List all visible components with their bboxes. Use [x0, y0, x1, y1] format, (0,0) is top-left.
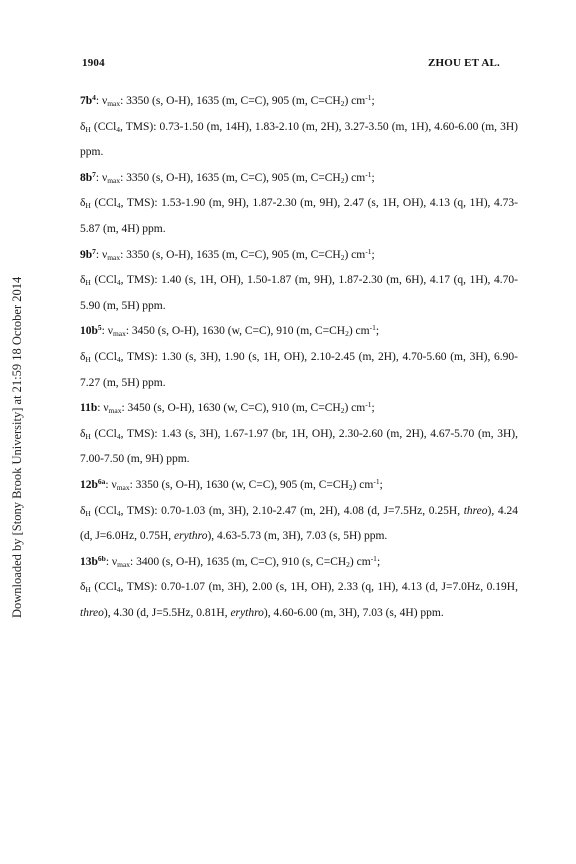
reference-number: 6b	[97, 553, 106, 563]
reference-number: 7	[92, 169, 96, 179]
compound-entry	[80, 319, 518, 396]
nmr-line: $\delta_H$ (CCl$_4$, TMS): 0.70-1.07 (m, 3H), 2.00 (s, 1H, OH), 2.33 (q, 1H), 4.13 (d, J=7.0Hz, 0.19H, threo), 4.30 (d, J=5.5Hz, 0.81H, erythro), 4.60-6.00 (m, 3H), 7.03 (s, 4H) ppm.	[80, 581, 518, 619]
ir-line: $8b^7$: $\nu_{max}$: 3350 (s, O-H), 1635 (m, C=C), 905 (m, $C=CH_2$) $cm^{-1}$;	[80, 169, 375, 185]
compound-entry	[80, 473, 518, 550]
compound-entry	[80, 396, 518, 473]
ir-line: $7b^4$: $\nu_{max}$: 3350 (s, O-H), 1635 (m, C=C), 905 (m, $C=CH_2$) $cm^{-1}$;	[80, 93, 375, 108]
spectral-data-list	[80, 89, 518, 626]
compound-entry	[80, 550, 518, 627]
nmr-line: $\delta_H$ (CCl$_4$, TMS): 1.30 (s, 3H), 1.90 (s, 1H, OH), 2.10-2.45 (m, 2H), 4.70-5.60 (m, 3H), 6.90-7.27 (m, 5H) ppm.	[80, 350, 518, 389]
compound-label: $8b^7$	[80, 169, 96, 184]
running-head: ZHOU ET AL.	[428, 57, 500, 69]
ir-line: $12b^{6a}$: $\nu_{max}$: 3350 (s, O-H), 1630 (w, C=C), 905 (m, $C=CH_2$) $cm^{-1}$;	[80, 476, 383, 492]
nmr-line: $\delta_H$ (CCl$_4$, TMS): 1.53-1.90 (m, 9H), 1.87-2.30 (m, 9H), 2.47 (s, 1H, OH), 4.13 (q, 1H), 4.73-5.87 (m, 4H) ppm.	[80, 197, 518, 235]
ir-line: $9b^7$: $\nu_{max}$: 3350 (s, O-H), 1635 (m, C=C), 905 (m, $C=CH_2$) $cm^{-1}$;	[80, 246, 375, 262]
download-notice: Downloaded by [Stony Brook University] at 21:59 18 October 2014	[10, 276, 24, 618]
ir-line: 11b: $\nu_{max}$: 3450 (s, O-H), 1630 (w, C=C), 910 (m, $C=CH_2$) $cm^{-1}$;	[80, 400, 375, 416]
reference-number: 4	[92, 93, 96, 102]
nmr-line: $\delta_H$ (CCl$_4$, TMS): 0.73-1.50 (m, 14H), 1.83-2.10 (m, 2H), 3.27-3.50 (m, 1H), 4.60-6.00 (m, 3H) ppm.	[80, 120, 518, 159]
compound-label: $13b^{6b}$	[80, 553, 106, 568]
compound-entry	[80, 89, 518, 166]
compound-label: $10b^5$	[80, 323, 102, 338]
reference-number: 7	[92, 246, 96, 256]
compound-label: $12b^{6a}$	[80, 476, 106, 491]
compound-label: $9b^7$	[80, 246, 96, 261]
page-number: 1904	[82, 57, 105, 69]
nmr-line: $\delta_H$ (CCl$_4$, TMS): 1.43 (s, 3H), 1.67-1.97 (br, 1H, OH), 2.30-2.60 (m, 2H), 4.67-5.70 (m, 3H), 7.00-7.50 (m, 9H) ppm.	[80, 427, 518, 466]
nmr-line: $\delta_H$ (CCl$_4$, TMS): 0.70-1.03 (m, 3H), 2.10-2.47 (m, 2H), 4.08 (d, J=7.5Hz, 0.25H, threo), 4.24 (d, J=6.0Hz, 0.75H, erythro), 4.63-5.73 (m, 3H), 7.03 (s, 5H) ppm.	[80, 504, 518, 543]
compound-entry	[80, 166, 518, 243]
reference-number: 5	[97, 323, 102, 333]
ir-line: $13b^{6b}$: $\nu_{max}$: 3400 (s, O-H), 1635 (m, C=C), 910 (s, $C=CH_2$) $cm^{-1}$;	[80, 553, 381, 569]
nmr-line: $\delta_H$ (CCl$_4$, TMS): 1.40 (s, 1H, OH), 1.50-1.87 (m, 9H), 1.87-2.30 (m, 6H), 4.17 (q, 1H), 4.70-5.90 (m, 5H) ppm.	[80, 274, 518, 312]
compound-label: 11b	[80, 402, 98, 415]
reference-number: 6a	[97, 476, 106, 486]
ir-line: $10b^5$: $\nu_{max}$: 3450 (s, O-H), 1630 (w, C=C), 910 (m, $C=CH_2$) $cm^{-1}$;	[80, 323, 380, 339]
compound-label: $7b^4$	[80, 93, 96, 107]
compound-entry	[80, 243, 518, 320]
